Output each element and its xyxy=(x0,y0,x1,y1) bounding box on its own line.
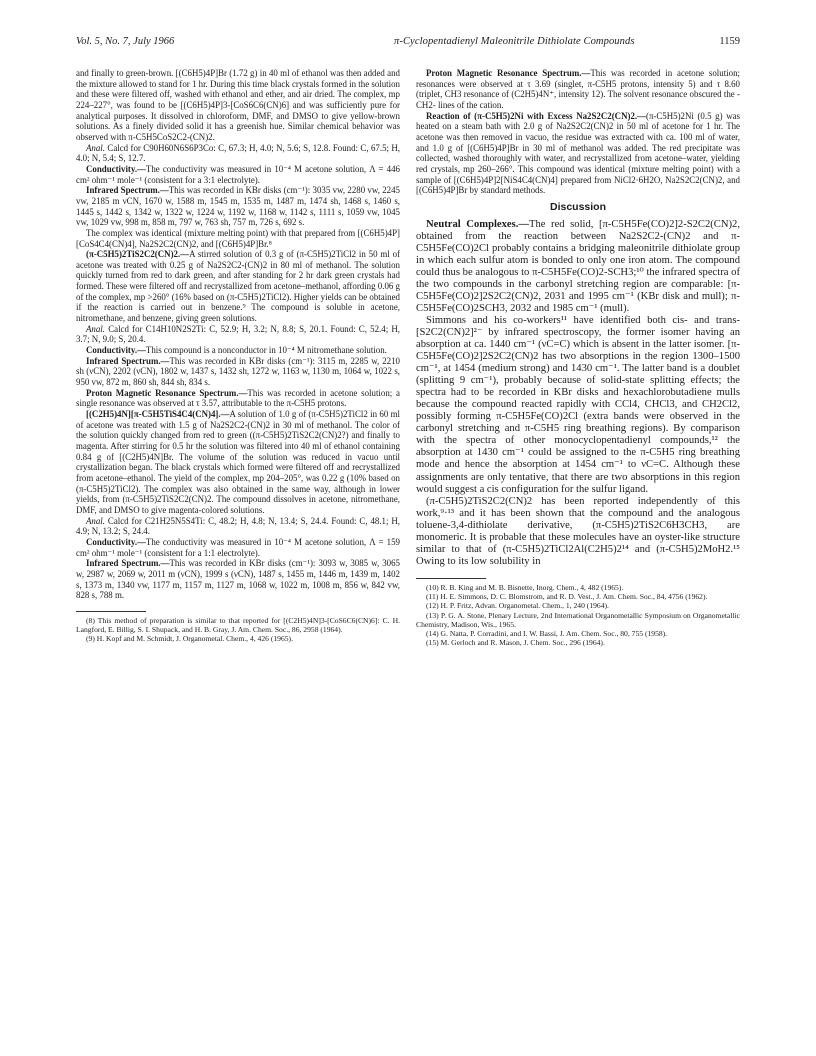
discussion-body xyxy=(416,219,740,568)
reference-14: (14) G. Natta, P. Corradini, and I. W. Bassi, J. Am. Chem. Soc., 80, 755 (1958). xyxy=(426,628,668,638)
running-header xyxy=(76,34,740,52)
pmr-text: This was recorded in acetone solution; a single resonance was observed at τ 3.57, attributable to the π-C5H5 protons. xyxy=(76,387,400,409)
reference-12: (12) H. P. Fritz, Advan. Organometal. Chem., 1, 240 (1964). xyxy=(426,601,609,611)
analysis-text: Calcd for C21H25N5S4Ti: C, 48.2; H, 4.8; N, 13.4; S, 24.4. Found: C, 48.1; H, 4.9; N, 13.2; S, 24.4. xyxy=(76,515,400,537)
conductivity-text: The conductivity was measured in 10⁻⁴ M acetone solution, Λ = 446 cm² ohm⁻¹ mole⁻¹ (consistent for a 3:1 electrolyte). xyxy=(76,163,400,185)
infrared-text: This was recorded in KBr disks (cm⁻¹): 3115 m, 2285 w, 2210 sh (νCN), 2202 (νCN), 1802 w, 1437 s, 1432 sh, 1272 w, 1163 w, 1130 m, 1064 w, 1022 s, 950 vw, 872 m, 860 sh, 844 sh, 834 s. xyxy=(76,355,400,388)
paragraph-identity: The complex was identical (mixture melting point) with that prepared from [(C6H5)4P][CoS4C4(CN)4], Na2S2C2(CN)2, and [(C6H5)4P]Br.⁸ xyxy=(76,227,400,249)
references xyxy=(416,583,740,647)
footnote-9: (9) H. Kopf and M. Schmidt, J. Organometal. Chem., 4, 426 (1965). xyxy=(86,634,293,643)
conductivity-label: Conductivity.— xyxy=(86,163,146,174)
paragraph-cobalt-continued: and finally to green-brown. [(C6H5)4P]Br (1.72 g) in 40 ml of ethanol was then added and the mixture allowed to stand for 1 hr. During this time black crystals formed in the solution and these were filtered off, washed with ethanol and ether, and air dried. The complex, mp 224–227°, was found to be [(C6H5)4P]3-[CoS6C6(CN)6] and was sufficiently pure for analytical purposes. It dissolved in chloroform, DMF, and DMSO to give yellow-brown solutions. As a finely divided solid it has a greenish hue. Similar chemical behavior was observed with π-C5H5CoS2C2-(CN)2. xyxy=(76,68,400,142)
infrared-2 xyxy=(76,356,400,388)
nickel-reaction-label: Reaction of (π-C5H5)2Ni with Excess Na2S2C2(CN)2.— xyxy=(426,110,646,121)
analysis-label: Anal. xyxy=(86,142,105,153)
neutral-complexes-label: Neutral Complexes.— xyxy=(426,218,529,230)
analysis-label: Anal. xyxy=(86,323,105,334)
conductivity-2 xyxy=(76,345,400,356)
pmr-text: This was recorded in acetone solution; resonances were observed at τ 3.69 (singlet, π-C5H5 protons, intensity 5) and τ 8.60 (triplet, CH3 resonance of (C2H5)4N⁺, intensity 12). The solvent resonance obscured the -CH2- lines of the cation. xyxy=(416,68,740,110)
titanium-prep-label: (π-C5H5)2TiS2C2(CN)2.— xyxy=(86,249,190,260)
pmr-label: Proton Magnetic Resonance Spectrum.— xyxy=(426,68,591,78)
running-title: π-Cyclopentadienyl Maleonitrile Dithiolate Compounds xyxy=(394,36,635,47)
paragraph-simmons: Simmons and his co-workers¹¹ have identified both cis- and trans-[S2C2(CN)2]²⁻ by infrared spectroscopy, the former isomer having an absorption at ca. 1440 cm⁻¹ (νC=C) which is absent in the latter isomer. [π-C5H5Fe(CO)2]2S2C2(CN)2 has two absorptions in the region 1300–1500 cm⁻¹, at 1454 (medium strong) and 1430 cm⁻¹. The latter band is a doublet (splitting 9 cm⁻¹), probably because of solid-state splitting effects; the spectra had to be recorded in KBr disks and hexachlorobutadiene mulls because the compound reacted rapidly with CCl4, CHCl3, and CH2Cl2, possibly forming π-C5H5Fe(CO)2Cl (extra bands were observed in the carbonyl stretching and π-C5H5 ring breathing regions). By comparison with the spectra of other monocyclopentadienyl compounds,¹² the absorption at 1430 cm⁻¹ could be assigned to the π-C5H5 ring breathing mode and hence the absorption at 1454 cm⁻¹ to νC=C. Although these assignments are only tentative, that there are two absorptions in this region would suggest a cis configuration for the sulfur ligand. xyxy=(416,314,740,495)
infrared-3 xyxy=(76,558,400,601)
reference-13: (13) P. G. A. Stone, Plenary Lecture, 2nd International Organometallic Symposium on Organometallic Chemistry, Madison, Wis., 1965. xyxy=(416,610,740,629)
pmr-1 xyxy=(76,388,400,409)
neutral-complexes xyxy=(416,219,740,315)
reference-10: (10) R. B. King and M. B. Bisnette, Inorg. Chem., 4, 482 (1965). xyxy=(426,582,624,592)
conductivity-label: Conductivity.— xyxy=(86,345,146,356)
analysis-text: Calcd for C90H60N6S6P3Co: C, 67.3; H, 4.0; N, 5.6; S, 12.8. Found: C, 67.5; H, 4.0; N, 5.4; S, 12.7. xyxy=(76,142,400,164)
infrared-text: This was recorded in KBr disks (cm⁻¹): 3093 w, 3085 w, 3065 w, 2987 w, 2069 w, 2011 m (νCN), 1999 s (νCN), 1487 s, 1455 m, 1446 m, 1439 m, 1402 s, 1373 m, 1340 vw, 1177 m, 1157 m, 1127 m, 1068 w, 1022 m, 1008 m, 856 w, 842 vw, 828 s, 788 m. xyxy=(76,558,400,601)
nickel-reaction xyxy=(416,111,740,196)
page-number: 1159 xyxy=(719,36,740,47)
tis4-prep-label: [(C2H5)4N][π-C5H5TiS4C4(CN)4].— xyxy=(86,409,230,419)
left-column xyxy=(76,68,400,1038)
infrared-label: Infrared Spectrum.— xyxy=(86,355,170,366)
conductivity-3 xyxy=(76,537,400,558)
tis4-prep-text: A solution of 1.0 g of (π-C5H5)2TiCl2 in 60 ml of acetone was treated with 1.5 g of Na2S2C2-(CN)2 in 30 ml of methanol. The color of the solution quickly changed from red to green ((π-C5H5)2TiS2C2(CN)2?) and finally to magenta. After stirring for 0.5 hr the solution was filtered into 40 ml of ethanol containing 0.84 g of [(C2H5)4N]Br. The volume of the solution was reduced in vacuo until crystallization began. The black crystals which formed were filtered off and recrystallized from acetone–ethanol. The yield of the complex, mp 204–205°, was 0.22 g (10% based on (π-C5H5)2TiCl2). The complex was also obtained in the same way, although in lower yields, from (π-C5H5)2TiS2C2(CN)2. The compound dissolves in acetone, nitromethane, DMF, and DMSO to give magenta-colored solutions. xyxy=(76,409,400,515)
reference-15: (15) M. Gerloch and R. Mason, J. Chem. Soc., 296 (1964). xyxy=(426,638,605,648)
infrared-1 xyxy=(76,185,400,228)
footnote-8: (8) This method of preparation is similar to that reported for [(C2H5)4N]3-[CoS6C6(CN)6]: C. H. Langford, E. Billig, S. I. Shupack, and H. B. Gray, J. Am. Chem. Soc., 86, 2958 (1964). xyxy=(76,615,400,634)
analysis-2 xyxy=(76,324,400,345)
pmr-label: Proton Magnetic Resonance Spectrum.— xyxy=(86,387,248,398)
infrared-label: Infrared Spectrum.— xyxy=(86,185,169,196)
reference-11: (11) H. E. Simmons, D. C. Blomstrom, and R. D. Vest., J. Am. Chem. Soc., 84, 4756 (1962). xyxy=(426,592,708,602)
footnote-rule xyxy=(76,611,146,612)
discussion-heading: Discussion xyxy=(549,200,607,213)
analysis-3 xyxy=(76,516,400,537)
conductivity-1 xyxy=(76,164,400,185)
right-column xyxy=(416,68,740,1038)
infrared-text: This was recorded in KBr disks (cm⁻¹): 3035 vw, 2280 vw, 2245 vw, 2185 m νCN, 1670 w, 1588 m, 1545 m, 1535 m, 1487 m, 1474 sh, 1468 s, 1460 s, 1445 s, 1442 s, 1342 w, 1322 w, 1224 w, 1192 w, 1168 w, 1142 s, 1111 s, 1059 vw, 1045 vw, 1029 vw, 998 m, 858 m, 797 w, 763 sh, 757 m, 726 s, 692 s. xyxy=(76,185,400,228)
conductivity-text: The conductivity was measured in 10⁻⁴ M acetone solution, Λ = 159 cm² ohm⁻¹ mole⁻¹ (consistent for a 1:1 electrolyte). xyxy=(76,536,400,558)
titanium-prep xyxy=(76,249,400,324)
conductivity-text: This compound is a nonconductor in 10⁻⁴ M nitromethane solution. xyxy=(145,345,387,356)
pmr-2 xyxy=(416,68,740,111)
titanium-prep-text: A stirred solution of 0.3 g of (π-C5H5)2TiCl2 in 50 ml of acetone was treated with 0.25 g of Na2S2C2-(CN)2 in 80 ml of methanol. The solution quickly turned from red to dark green, and after standing for 2 hr dark green crystals had formed. These were filtered off and recrystallized from acetone–methanol, affording 0.06 g of the complex, mp >260° (16% based on (π-C5H5)2TiCl2). Higher yields can be obtained if the reaction is carried out in benzene.⁹ The compound is soluble in acetone, nitromethane, and benzene, giving green solutions. xyxy=(76,249,400,324)
conductivity-label: Conductivity.— xyxy=(86,536,146,547)
infrared-label: Infrared Spectrum.— xyxy=(86,558,170,569)
analysis-label: Anal. xyxy=(86,515,105,526)
analysis-1 xyxy=(76,143,400,164)
journal-volume: Vol. 5, No. 7, July 1966 xyxy=(76,36,175,47)
footnote-rule xyxy=(416,578,486,579)
analysis-text: Calcd for C14H10N2S2Ti: C, 52.9; H, 3.2; N, 8.8; S, 20.1. Found: C, 52.4; H, 3.7; N, 9.0; S, 20.4. xyxy=(76,323,400,345)
paragraph-titanocene: (π-C5H5)2TiS2C2(CN)2 has been reported independently of this work,⁹·¹³ and it has been shown that the compound and the analogous toluene-3,4-dithiolate derivative, (π-C5H5)2TiS2C6H3CH3, are monomeric. It is probable that these molecules have an oyster-like structure similar to that of (π-C5H5)2TiCl2Al(C2H5)2¹⁴ and (π-C5H5)2MoH2.¹⁵ Owing to its low solubility in xyxy=(416,495,740,567)
tis4-prep xyxy=(76,409,400,516)
neutral-complexes-text: The red solid, [π-C5H5Fe(CO)2]2-S2C2(CN)2, obtained from the reaction between Na2S2C2-(CN)2 and π-C5H5Fe(CO)2Cl probably contains a bridging maleonitrile dithiolate group in which each sulfur atom is bonded to only one iron atom. The compound could thus be analogous to π-C5H5Fe(CO)2-SCH3;¹⁰ the infrared spectra of the two compounds in the carbonyl stretching region are comparable: [π-C5H5Fe(CO)2]2S2C2(CN)2, 2031 and 1995 cm⁻¹ (KBr disk and mull); π-C5H5Fe(CO)2SCH3, 2032 and 1985 cm⁻¹ (mull). xyxy=(416,218,740,314)
nickel-reaction-text: (π-C5H5)2Ni (0.5 g) was heated on a steam bath with 2.0 g of Na2S2C2(CN)2 in 50 ml of acetone for 1 hr. The acetone was then removed in vacuo, the residue was extracted with ca. 100 ml of water, and 1.0 g of [(C6H5)4P]Br in 30 ml of methanol was added. The red precipitate was collected, washed thoroughly with water, and recrystallized from acetone–water, yielding red crystals, mp 260–266°. This compound was identical (mixture melting point) with a sample of [(C6H5)4P]2[NiS4C4(CN)4] prepared from NiCl2·6H2O, Na2S2C2(CN)2, and [(C6H5)4P]Br by standard methods. xyxy=(416,110,740,196)
